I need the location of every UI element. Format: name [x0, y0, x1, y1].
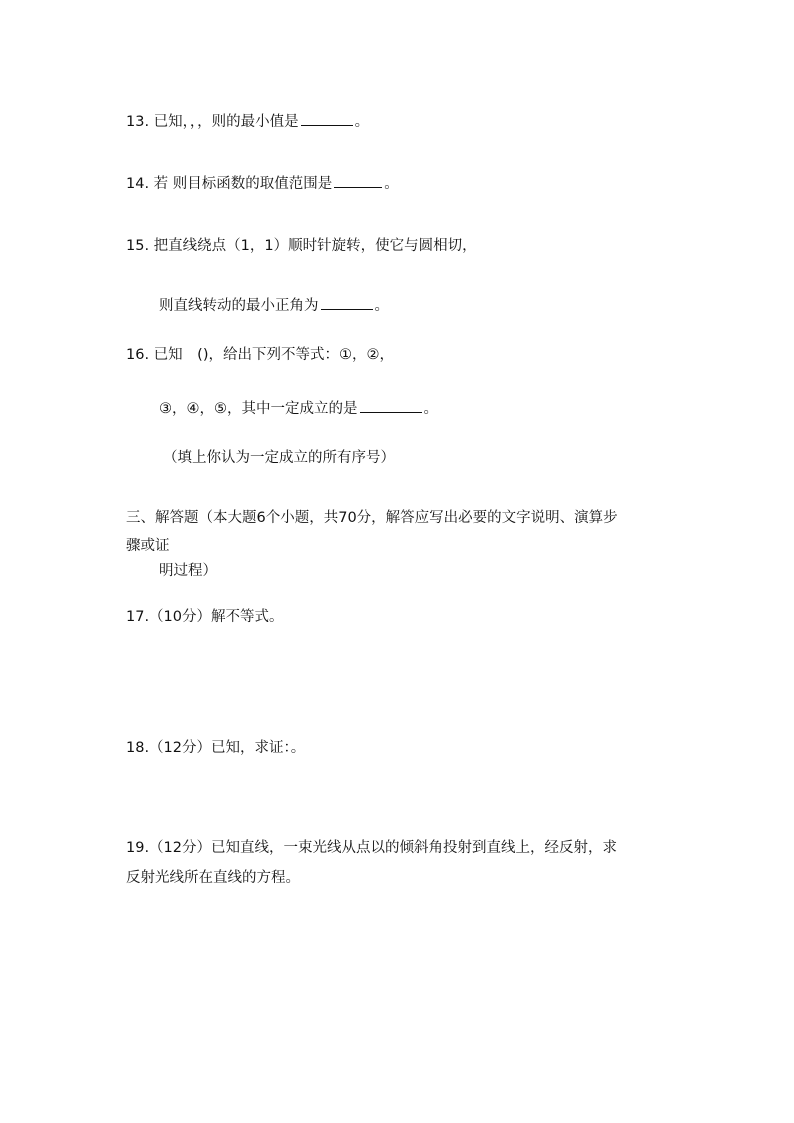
question-13-text: 13. 已知，，，则的最小值是	[126, 114, 299, 130]
question-14-text: 14. 若 则目标函数的取值范围是	[126, 176, 333, 192]
question-14	[126, 173, 399, 194]
problem-19-text2: 反射光线所在直线的方程。	[126, 870, 300, 886]
problem-19-line2	[126, 868, 300, 888]
question-15-end: 。	[374, 298, 389, 314]
section-3-heading-line2	[126, 536, 170, 556]
problem-19-text: 19.（12分）已知直线，一束光线从点以的倾斜角投射到直线上，经反射，求	[126, 840, 618, 856]
question-16-text: 16. 已知 ()，给出下列不等式：①，②，	[126, 347, 394, 363]
question-16-text2: ③，④，⑤，其中一定成立的是	[159, 401, 358, 417]
question-16-line3	[163, 448, 395, 468]
question-15-line2	[159, 295, 389, 316]
question-15-line1	[126, 236, 477, 256]
question-15-text2: 则直线转动的最小正角为	[159, 298, 319, 314]
problem-18-text: 18.（12分）已知，求证：。	[126, 740, 306, 756]
problem-17-text: 17.（10分）解不等式。	[126, 609, 284, 625]
answer-blank	[334, 173, 382, 188]
question-16-line2	[159, 398, 438, 419]
answer-blank	[360, 398, 422, 413]
question-16-note: （填上你认为一定成立的所有序号）	[163, 450, 395, 466]
question-14-end: 。	[384, 176, 399, 192]
question-16-line1	[126, 345, 394, 365]
answer-blank	[301, 111, 353, 126]
section-3-heading-text: 三、解答题（本大题6个小题，共70分，解答应写出必要的文字说明、演算步	[126, 510, 618, 526]
problem-17	[126, 607, 284, 627]
section-3-heading-line3	[159, 561, 217, 581]
question-13	[126, 111, 369, 132]
problem-19-line1	[126, 838, 617, 858]
problem-18	[126, 738, 305, 758]
section-3-heading-text2: 骤或证	[126, 538, 170, 554]
question-15-text: 15. 把直线绕点（1，1）顺时针旋转，使它与圆相切，	[126, 238, 477, 254]
section-3-heading-text3: 明过程）	[159, 563, 217, 579]
section-3-heading	[126, 508, 618, 528]
question-13-end: 。	[354, 114, 370, 130]
question-16-end: 。	[423, 401, 438, 417]
answer-blank	[321, 295, 373, 310]
